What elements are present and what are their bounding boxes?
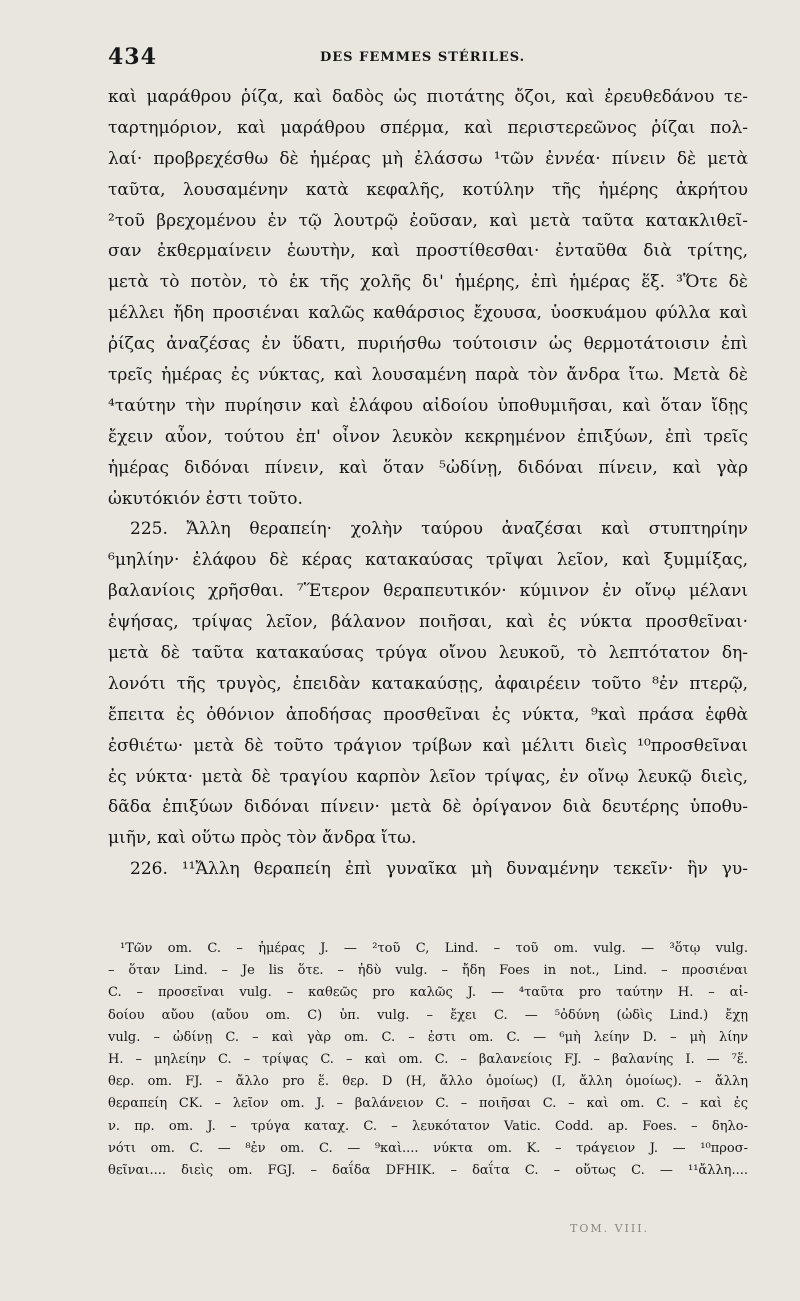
text-line: ταρτημόριον, καὶ μαράθρου σπέρμα, καὶ περιστερεῶνος ῥίζαι πολ- bbox=[108, 117, 748, 138]
text-line: ἡμέρας διδόναι πίνειν, καὶ ὅταν ⁵ὠδίνῃ, διδόναι πίνειν, καὶ γὰρ bbox=[108, 457, 748, 478]
text-line: ἔχειν αὖον, τούτου ἐπ' οἶνον λευκὸν κεκρημένον ἐπιξύων, ἐπὶ τρεῖς bbox=[108, 426, 748, 447]
text-line: μετὰ τὸ ποτὸν, τὸ ἐκ τῆς χολῆς δι' ἡμέρης, ἐπὶ ἡμέρας ἕξ. ³Ὅτε δὲ bbox=[108, 272, 748, 293]
text-line: μέλλει ἤδη προσιέναι καλῶς καθάρσιος ἔχουσα, ὑοσκυάμου φύλλα καὶ bbox=[108, 303, 748, 324]
text-line: μιῆν, καὶ οὕτω πρὸς τὸν ἄνδρα ἴτω. bbox=[108, 828, 417, 849]
note-line: ν. πρ. om. J. – τρύγα καταχ. C. – λευκότατον Vatic. Codd. ap. Foes. – δηλο- bbox=[108, 1118, 748, 1134]
text-line: ἐσθιέτω· μετὰ δὲ τοῦτο τράγιον τρίβων καὶ μέλιτι διεὶς ¹⁰προσθεῖναι bbox=[108, 735, 748, 756]
text-line: ταῦτα, λουσαμένην κατὰ κεφαλῆς, κοτύλην τῆς ἡμέρης ἀκρήτου bbox=[108, 179, 748, 200]
critical-apparatus bbox=[108, 938, 748, 1182]
note-line: νότι om. C. — ⁸ἐν om. C. — ⁹καὶ.... νύκτα om. K. – τράγειον J. — ¹⁰προσ- bbox=[108, 1140, 748, 1156]
note-line: θεῖναι.... διεὶς om. FGJ. – δαΐδα DFHIK. – δαΐτα C. – οὕτως C. — ¹¹ἄλλη.... bbox=[108, 1162, 748, 1178]
text-line: σαν ἐκθερμαίνειν ἑωυτὴν, καὶ προστίθεσθαι· ἐνταῦθα διὰ τρίτης, bbox=[108, 241, 748, 262]
text-line: βαλανίοις χρῆσθαι. ⁷Ἕτερον θεραπευτικόν· κύμινον ἐν οἴνῳ μέλανι bbox=[108, 581, 748, 602]
text-line: λαί· προβρεχέσθω δὲ ἡμέρας μὴ ἐλάσσω ¹τῶν ἐννέα· πίνειν δὲ μετὰ bbox=[108, 148, 748, 169]
text-line: ἐς νύκτα· μετὰ δὲ τραγίου καρπὸν λεῖον τρίψας, ἐν οἴνῳ λευκῷ διεὶς, bbox=[108, 766, 748, 787]
paragraph-start-226: 226. ¹¹Ἄλλη θεραπείη ἐπὶ γυναῖκα μὴ δυναμένην τεκεῖν· ἢν γυ- bbox=[130, 859, 748, 880]
note-line: θερ. om. FJ. – ἄλλο pro ἕ. θερ. D (H, ἄλλο ὁμοίως) (I, ἄλλη ὁμοίως). – ἄλλη bbox=[108, 1074, 748, 1090]
text-line: ²τοῦ βρεχομένου ἐν τῷ λουτρῷ ἐοῦσαν, καὶ μετὰ ταῦτα κατακλιθεῖ- bbox=[108, 210, 748, 231]
note-line: δοίου αὔου (αὔου om. C) ὑπ. vulg. – ἔχει C. — ⁵ὀδύνη (ὠδὶς Lind.) ἔχῃ bbox=[108, 1007, 748, 1023]
text-line: ἔπειτα ἐς ὀθόνιον ἀποδήσας προσθεῖναι ἐς νύκτα, ⁹καὶ πράσα ἑφθὰ bbox=[108, 704, 748, 725]
paragraph-start-225: 225. Ἄλλη θεραπείη· χολὴν ταύρου ἀναζέσαι καὶ στυπτηρίην bbox=[130, 519, 748, 540]
main-text bbox=[108, 82, 748, 885]
signature-mark: TOM. VIII. bbox=[570, 1222, 650, 1235]
note-line: ¹Τῶν om. C. – ἡμέρας J. — ²τοῦ C, Lind. – τοῦ om. vulg. — ³ὅτῳ vulg. bbox=[120, 941, 748, 956]
text-line: δᾶδα ἐπιξύων διδόναι πίνειν· μετὰ δὲ ὀρίγανον διὰ δευτέρης ὑποθυ- bbox=[108, 797, 748, 818]
text-line: ἑψήσας, τρίψας λεῖον, βάλανον ποιῆσαι, καὶ ἐς νύκτα προσθεῖναι· bbox=[108, 612, 748, 633]
text-line: καὶ μαράθρου ῥίζα, καὶ δαδὸς ὡς πιοτάτης ὄζοι, καὶ ἐρευθεδάνου τε- bbox=[108, 87, 748, 107]
text-line: μετὰ δὲ ταῦτα κατακαύσας τρύγα οἴνου λευκοῦ, τὸ λεπτότατον δη- bbox=[108, 643, 748, 664]
text-line: λονότι τῆς τρυγὸς, ἐπειδὰν κατακαύσῃς, ἀφαιρέειν τοῦτο ⁸ἐν πτερῷ, bbox=[108, 673, 748, 694]
text-line: ῥίζας ἀναζέσας ἐν ὕδατι, πυριήσθω τούτοισιν ὡς θερμοτάτοισιν ἐπὶ bbox=[108, 334, 748, 355]
note-line: – ὅταν Lind. – Je lis ὅτε. – ἠδὺ vulg. – ἤδη Foes in not., Lind. – προσιέναι bbox=[108, 963, 748, 979]
note-line: C. – προσεῖναι vulg. – καθεῶς pro καλῶς J. — ⁴ταῦτα pro ταύτην H. – αἰ- bbox=[108, 985, 748, 1001]
note-line: θεραπείη CK. – λεῖον om. J. – βαλάνειον C. – ποιῆσαι C. – καὶ om. C. – καὶ ἐς bbox=[108, 1096, 748, 1112]
text-line: ὠκυτόκιόν ἐστι τοῦτο. bbox=[108, 488, 303, 509]
running-title: DES FEMMES STÉRILES. bbox=[320, 50, 526, 65]
page-number: 434 bbox=[108, 44, 157, 70]
note-line: H. – μηλείην C. – τρίψας C. – καὶ om. C. – βαλανείοις FJ. – βαλανίης I. — ⁷ἕ. bbox=[108, 1051, 748, 1067]
text-line: ⁴ταύτην τὴν πυρίησιν καὶ ἐλάφου αἰδοίου ὑποθυμιῆσαι, καὶ ὅταν ἴδῃς bbox=[108, 395, 748, 416]
page-header bbox=[108, 44, 748, 74]
note-line: vulg. – ὠδίνῃ C. – καὶ γὰρ om. C. – ἐστι om. C. — ⁶μὴ λείην D. – μὴ λίην bbox=[108, 1029, 748, 1045]
text-line: ⁶μηλίην· ἐλάφου δὲ κέρας κατακαύσας τρῖψαι λεῖον, καὶ ξυμμίξας, bbox=[108, 550, 748, 571]
text-line: τρεῖς ἡμέρας ἐς νύκτας, καὶ λουσαμένη παρὰ τὸν ἄνδρα ἴτω. Μετὰ δὲ bbox=[108, 365, 748, 386]
